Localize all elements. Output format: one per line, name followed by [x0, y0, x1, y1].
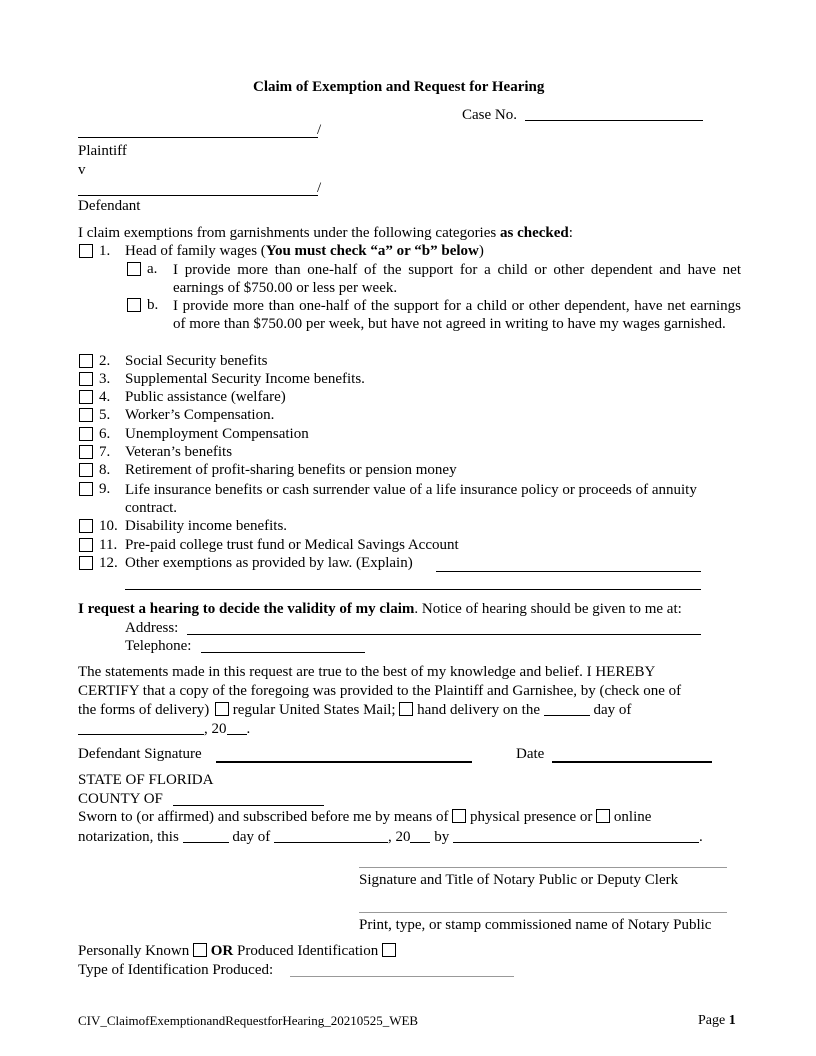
item-9-number: 9. — [99, 481, 111, 497]
notary-signature-field[interactable] — [359, 867, 727, 868]
defendant-slash: / — [317, 180, 322, 196]
address-field[interactable] — [187, 634, 701, 635]
certify-line-2: CERTIFY that a copy of the foregoing was provided to the Plaintiff and Garnishee, by (check one of — [78, 683, 682, 699]
physical-presence-checkbox[interactable] — [452, 809, 466, 823]
item-1a-text: I provide more than one-half of the support for a child or other dependent and have net earnings of $750.00 or less per week. — [173, 262, 741, 296]
item-5-checkbox[interactable] — [79, 408, 93, 422]
certify-line-3: the forms of delivery) regular United States Mail; hand delivery on the day of — [78, 702, 632, 718]
item-4-checkbox[interactable] — [79, 390, 93, 404]
case-no-field[interactable] — [525, 106, 703, 121]
item-4-text: Public assistance (welfare) — [125, 389, 286, 405]
identification-type-field[interactable] — [290, 976, 514, 977]
personally-known-checkbox[interactable] — [193, 943, 207, 957]
item-1-checkbox[interactable] — [79, 244, 93, 258]
page-title: Claim of Exemption and Request for Hearing — [253, 79, 545, 95]
item-8-text: Retirement of profit-sharing benefits or pension money — [125, 462, 457, 478]
delivery-day-field[interactable] — [544, 701, 590, 716]
item-5-text: Worker’s Compensation. — [125, 407, 275, 423]
footer-filename: CIV_ClaimofExemptionandRequestforHearing_20210525_WEB — [78, 1013, 419, 1028]
case-number-row — [462, 106, 703, 124]
item-7-number: 7. — [99, 444, 111, 460]
defendant-signature-field[interactable] — [216, 761, 472, 763]
identification-type-label: Type of Identification Produced: — [78, 962, 274, 978]
telephone-field[interactable] — [201, 652, 365, 653]
item-3-checkbox[interactable] — [79, 372, 93, 386]
item-9-checkbox[interactable] — [79, 482, 93, 496]
case-no-label: Case No. — [462, 107, 517, 123]
sworn-line: Sworn to (or affirmed) and subscribed before me by means of physical presence or online — [78, 809, 652, 825]
identification-line: Personally Known OR Produced Identification — [78, 943, 396, 960]
delivery-year-field[interactable] — [227, 720, 247, 735]
signature-date-field[interactable] — [552, 761, 712, 763]
item-10-number: 10. — [99, 518, 118, 534]
notary-signature-label: Signature and Title of Notary Public or Deputy Clerk — [359, 872, 679, 888]
footer-page: Page 1 — [698, 1013, 736, 1028]
item-10-text: Disability income benefits. — [125, 518, 288, 534]
exemptions-intro: I claim exemptions from garnishments under the following categories as checked: — [78, 225, 573, 241]
online-notarization-checkbox[interactable] — [596, 809, 610, 823]
defendant-label: Defendant — [78, 198, 141, 214]
versus-label: v — [78, 162, 86, 178]
produced-identification-checkbox[interactable] — [382, 943, 396, 957]
item-1b-letter: b. — [147, 297, 159, 313]
notarization-month-field[interactable] — [274, 828, 388, 843]
notary-name-field[interactable] — [359, 912, 727, 913]
item-1-number: 1. — [99, 243, 111, 259]
item-2-text: Social Security benefits — [125, 353, 268, 369]
address-label: Address: — [125, 620, 179, 636]
item-12-explain-field[interactable] — [436, 571, 701, 572]
item-10-checkbox[interactable] — [79, 519, 93, 533]
item-1a-checkbox[interactable] — [127, 262, 141, 276]
item-12-number: 12. — [99, 555, 118, 571]
item-1a-letter: a. — [147, 261, 158, 277]
hearing-request: I request a hearing to decide the validity of my claim. Notice of hearing should be given to me at: — [78, 601, 682, 617]
plaintiff-slash: / — [317, 122, 322, 138]
defendant-name-field[interactable] — [78, 195, 318, 196]
notarization-line: notarization, this day of , 20 by . — [78, 829, 703, 845]
item-12-checkbox[interactable] — [79, 556, 93, 570]
defendant-signature-label: Defendant Signature — [78, 746, 202, 762]
certify-line-4: , 20 . — [78, 720, 250, 738]
delivery-hand-checkbox[interactable] — [399, 702, 413, 716]
item-4-number: 4. — [99, 389, 111, 405]
county-field[interactable] — [173, 805, 324, 806]
item-6-checkbox[interactable] — [79, 427, 93, 441]
item-8-checkbox[interactable] — [79, 463, 93, 477]
item-1b-checkbox[interactable] — [127, 298, 141, 312]
item-6-number: 6. — [99, 426, 111, 442]
certify-line-1: The statements made in this request are true to the best of my knowledge and belief. I HEREBY — [78, 664, 656, 680]
item-5-number: 5. — [99, 407, 111, 423]
plaintiff-label: Plaintiff — [78, 143, 127, 159]
telephone-label: Telephone: — [125, 638, 192, 654]
item-11-checkbox[interactable] — [79, 538, 93, 552]
item-12-explain-field-2[interactable] — [125, 589, 701, 590]
plaintiff-name-field[interactable] — [78, 137, 318, 138]
state-label: STATE OF FLORIDA — [78, 772, 214, 788]
item-3-number: 3. — [99, 371, 111, 387]
item-7-checkbox[interactable] — [79, 445, 93, 459]
notary-name-label: Print, type, or stamp commissioned name of Notary Public — [359, 917, 712, 933]
item-11-text: Pre-paid college trust fund or Medical Savings Account — [125, 537, 459, 553]
item-12-text: Other exemptions as provided by law. (Explain) — [125, 555, 413, 571]
item-1b-text: I provide more than one-half of the support for a child or other dependent, have net earnings of more than $750.00 per week, but have not agreed in writing to have my wages garnished. — [173, 298, 741, 332]
signature-date-label: Date — [516, 746, 545, 762]
notarization-day-field[interactable] — [183, 828, 229, 843]
item-6-text: Unemployment Compensation — [125, 426, 309, 442]
item-9-text: Life insurance benefits or cash surrender value of a life insurance policy or proceeds of annuity contract. — [125, 482, 697, 516]
item-11-number: 11. — [99, 537, 118, 553]
county-label: COUNTY OF — [78, 791, 163, 807]
delivery-month-field[interactable] — [78, 720, 204, 735]
item-2-number: 2. — [99, 353, 111, 369]
delivery-mail-checkbox[interactable] — [215, 702, 229, 716]
notarization-by-field[interactable] — [453, 828, 699, 843]
item-3-text: Supplemental Security Income benefits. — [125, 371, 365, 387]
item-1-text: Head of family wages (You must check “a” or “b” below) — [125, 243, 484, 259]
notarization-year-field[interactable] — [410, 828, 430, 843]
item-8-number: 8. — [99, 462, 111, 478]
item-2-checkbox[interactable] — [79, 354, 93, 368]
item-7-text: Veteran’s benefits — [125, 444, 233, 460]
